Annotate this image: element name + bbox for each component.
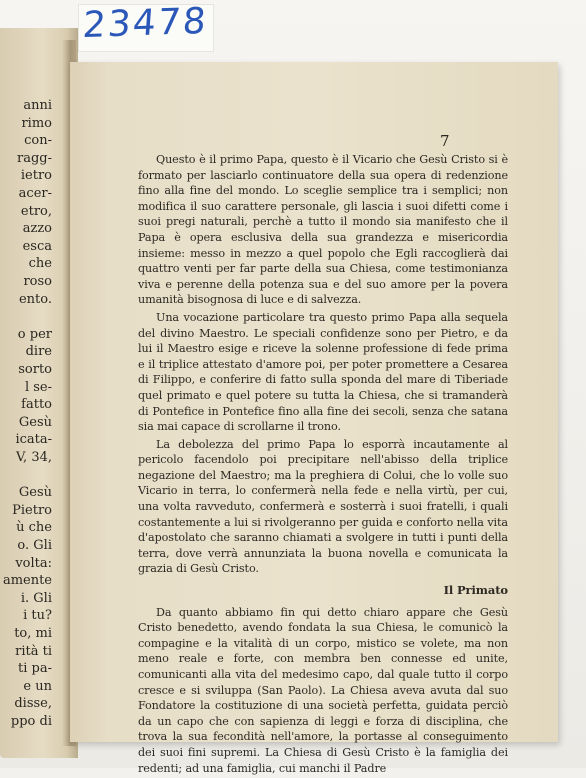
- left-page-line: V, 34,: [15, 450, 52, 465]
- paragraph: Da quanto abbiamo fin qui detto chiaro appare che Gesù Cristo benedetto, avendo fondata la sua Chiesa, le comunicò la compagine e la vitalità di un corpo, mistico se volete, ma non meno reale e forte, con membra ben connesse ed unite, comunicanti alla vita del medesimo capo, dal quale tutto il corpo cresce e si sviluppa (San Paolo). La Chiesa aveva avuta dal suo Fondatore la costituzione di una società perfetta, guidata perciò da un capo che con sapienza di leggi e forza di disciplina, che trova la sua fecondità nell'amore, la portasse al conseguimento dei suoi fini supremi. La Chiesa di Gesù Cristo è la famiglia dei redenti; ad una famiglia, cui manchi il Padre: [138, 605, 508, 775]
- left-page-line: volta:: [15, 555, 52, 571]
- left-page-line: to, mi: [14, 626, 52, 641]
- paragraph: La debolezza del primo Papa lo esporrà incautamente al pericolo facendolo poi precipitare nell'abisso della triplice negazione del Maestro; ma la preghiera di Colui, che lo volle suo Vicario in terra, lo confermerà nella fede e nella virtù, per cui, una volta ravveduto, confermerà e sosterrà i suoi fratelli, i quali costantemente a lui si rivolgeranno per guida e conforto nella vita d'apostolato che saranno chiamati a svolgere in tutti i punti della terra, dove verrà annunziata la buona novella e comunicata la grazia di Gesù Cristo.: [138, 437, 508, 576]
- left-page-line: o. Gli: [17, 538, 52, 553]
- left-page-line: esca: [22, 238, 52, 254]
- left-page-line: anni: [23, 98, 52, 113]
- left-page-line: rimo: [21, 115, 52, 131]
- left-page-line: fatto: [21, 397, 52, 413]
- left-page-line: acer-: [18, 186, 52, 201]
- left-page-line: ti pa-: [18, 661, 52, 677]
- left-page-line: sorto: [18, 362, 52, 377]
- left-page-line: che: [28, 256, 52, 272]
- inventory-number: 23478: [81, 0, 210, 47]
- left-page-line: ragg-: [16, 150, 52, 166]
- left-page-line: ento.: [18, 291, 52, 307]
- left-page-line: disse,: [14, 696, 52, 712]
- left-page-line: ù che: [16, 520, 52, 536]
- left-page-line: i. Gli: [20, 590, 52, 606]
- paragraph: Una vocazione particolare tra questo primo Papa alla sequela del divino Maestro. Le speciali confidenze sono per Pietro, e da lui il Maestro esige e riceve la solenne professione di fede prima e il triplice attestato d'amore poi, per poter promettere a Cesarea di Filippo, e conferire di fatto sulla sponda del mare di Tiberiade quel primato e quel potere su tutta la Chiesa, che si tramanderà di Pontefice in Pontefice fino alla fine dei secoli, senza che satana sia mai capace di scrollarne il trono.: [138, 310, 508, 434]
- left-page-line: e un: [23, 678, 52, 694]
- left-page-line: icata-: [15, 432, 52, 448]
- left-page-line: roso: [23, 274, 52, 289]
- left-page-line: rità ti: [15, 643, 52, 659]
- left-page-line: Gesù: [18, 485, 52, 501]
- left-page-line: azzo: [22, 221, 52, 237]
- left-page-line: i tu?: [23, 608, 52, 624]
- section-heading: Il Primato: [443, 583, 508, 598]
- page-text: [138, 152, 508, 778]
- left-page-line: dire: [25, 344, 52, 360]
- left-page-line: l se-: [24, 379, 52, 395]
- left-page-line: etro,: [20, 203, 52, 219]
- left-page-line: ietro: [20, 168, 52, 184]
- left-page-line: o per: [17, 326, 52, 342]
- page-number: 7: [440, 132, 450, 150]
- left-page-line: con-: [24, 133, 52, 149]
- inventory-label: [78, 0, 214, 52]
- paragraph: Questo è il primo Papa, questo è il Vicario che Gesù Cristo si è formato per lasciarlo continuatore della sua opera di redenzione fino alla fine del mondo. Lo sceglie semplice tra i semplici; non modifica il suo carattere personale, gli lascia i suoi difetti come i suoi pregi naturali, perchè a tutto il mondo sia manifesto che il Papa è opera esclusiva della sua grandezza e misericordia insieme: messo in mezzo a quel popolo che Egli raccoglierà dai quattro venti per far parte della sua Chiesa, come testimonianza viva e perenne della potenza sua e del suo amore per la povera umanità bisognosa di luce e di salvezza.: [138, 153, 508, 307]
- left-page-line: amente: [2, 573, 52, 589]
- left-page-line: ppo di: [10, 714, 52, 729]
- left-page-line: Pietro: [12, 502, 52, 518]
- left-page-line: Gesù: [18, 414, 52, 430]
